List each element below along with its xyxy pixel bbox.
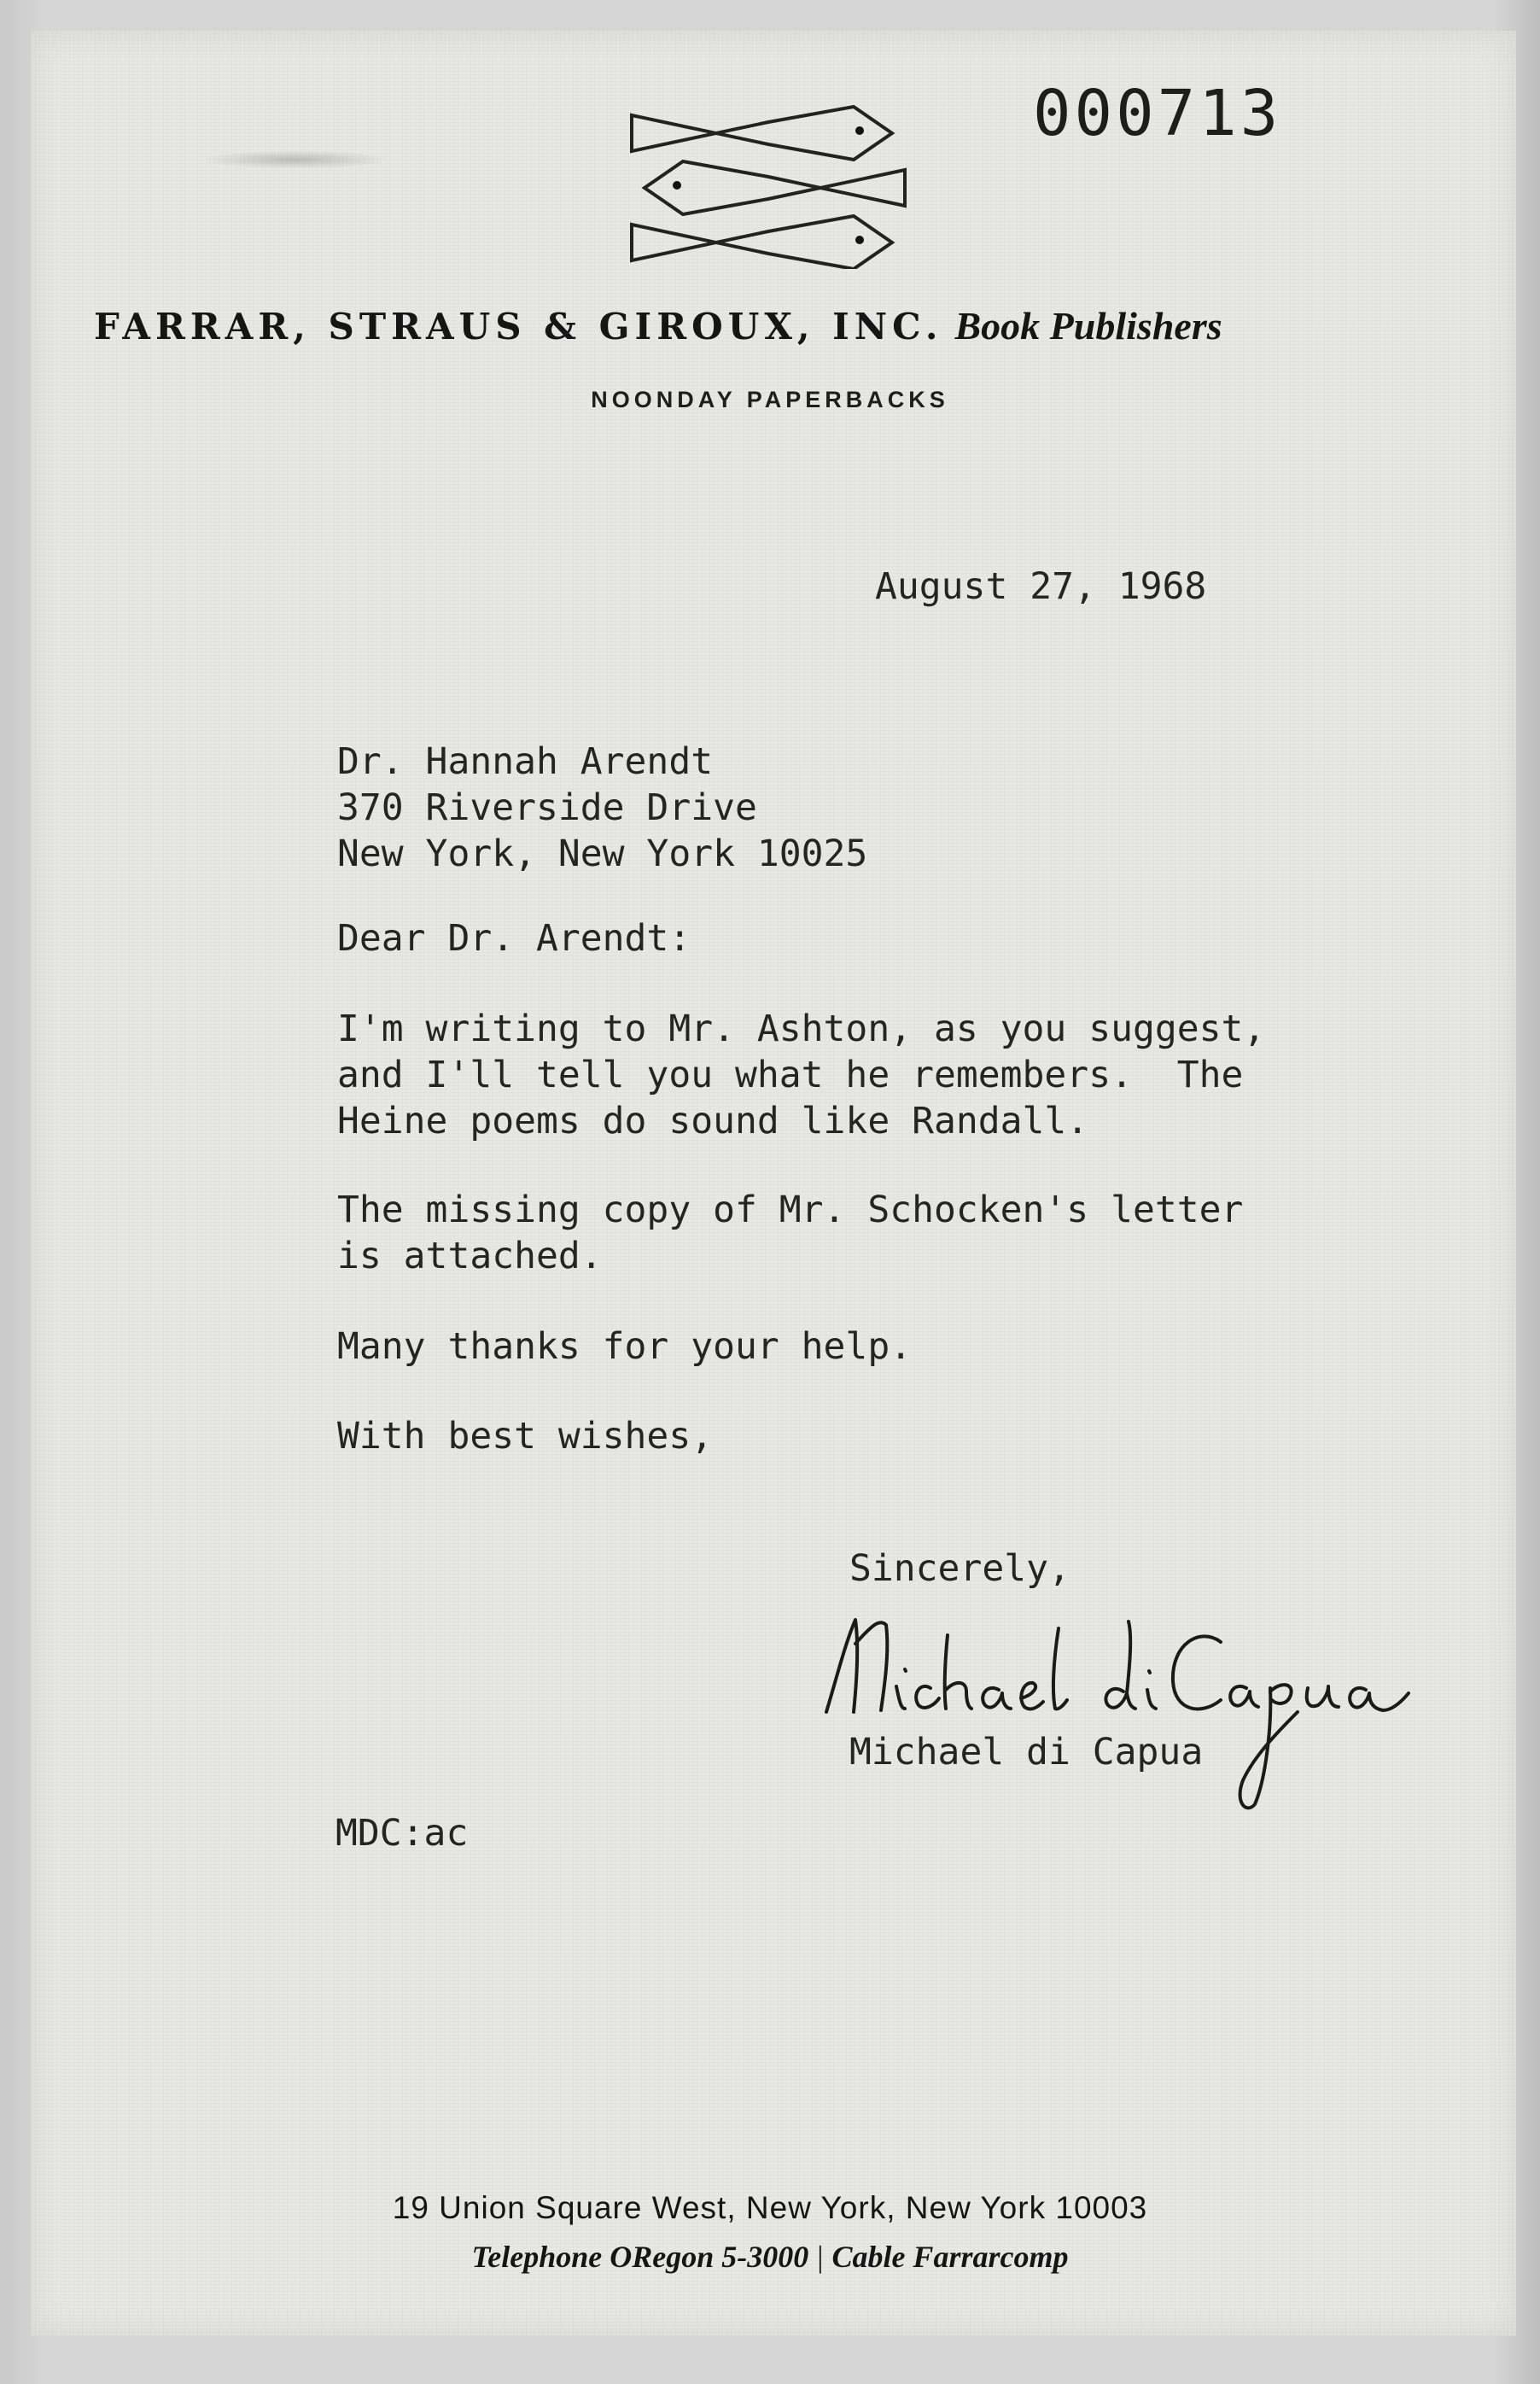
body-paragraph-3: Many thanks for your help. — [337, 1325, 913, 1368]
company-tagline: Book Publishers — [954, 304, 1222, 348]
three-fish-logo-icon — [627, 98, 909, 269]
body-paragraph-1 — [337, 1006, 1265, 1144]
imprint-name: NOONDAY PAPERBACKS — [591, 387, 949, 412]
closing-line: With best wishes, — [337, 1415, 714, 1458]
paragraph-line: I'm writing to Mr. Ashton, as you suggest, — [337, 1008, 1266, 1050]
salutation: Dear Dr. Arendt: — [337, 917, 691, 960]
recipient-address — [337, 739, 867, 877]
reference-initials: MDC:ac — [335, 1812, 469, 1855]
footer-address: 19 Union Square West, New York, New York 10003 — [392, 2190, 1148, 2225]
recipient-city: New York, New York 10025 — [337, 833, 868, 875]
footer-cable: Cable Farrarcomp — [831, 2240, 1069, 2274]
paragraph-line: is attached. — [337, 1235, 603, 1277]
company-name: FARRAR, STRAUS & GIROUX, INC. — [94, 306, 943, 348]
recipient-street: 370 Riverside Drive — [337, 786, 757, 829]
paragraph-line: and I'll tell you what he remembers. The — [337, 1054, 1244, 1096]
letter-paper — [31, 31, 1516, 2336]
letter-date: August 27, 1968 — [875, 565, 1207, 608]
handwritten-signature — [820, 1610, 1417, 1814]
paragraph-line: The missing copy of Mr. Schocken's letter — [337, 1189, 1244, 1231]
footer-telephone: Telephone ORegon 5-3000 — [471, 2240, 809, 2274]
body-paragraph-2 — [337, 1187, 1243, 1279]
signoff: Sincerely, — [849, 1547, 1070, 1590]
letterhead-company-line — [94, 303, 1434, 348]
paragraph-line: Heine poems do sound like Randall. — [337, 1100, 1089, 1142]
ink-smudge — [201, 150, 389, 169]
footer-contact — [0, 2239, 1540, 2275]
recipient-name: Dr. Hannah Arendt — [337, 740, 714, 783]
typed-signer-name: Michael di Capua — [849, 1731, 1204, 1773]
footer-separator: | — [817, 2240, 824, 2274]
document-number: 000713 — [1033, 77, 1282, 150]
